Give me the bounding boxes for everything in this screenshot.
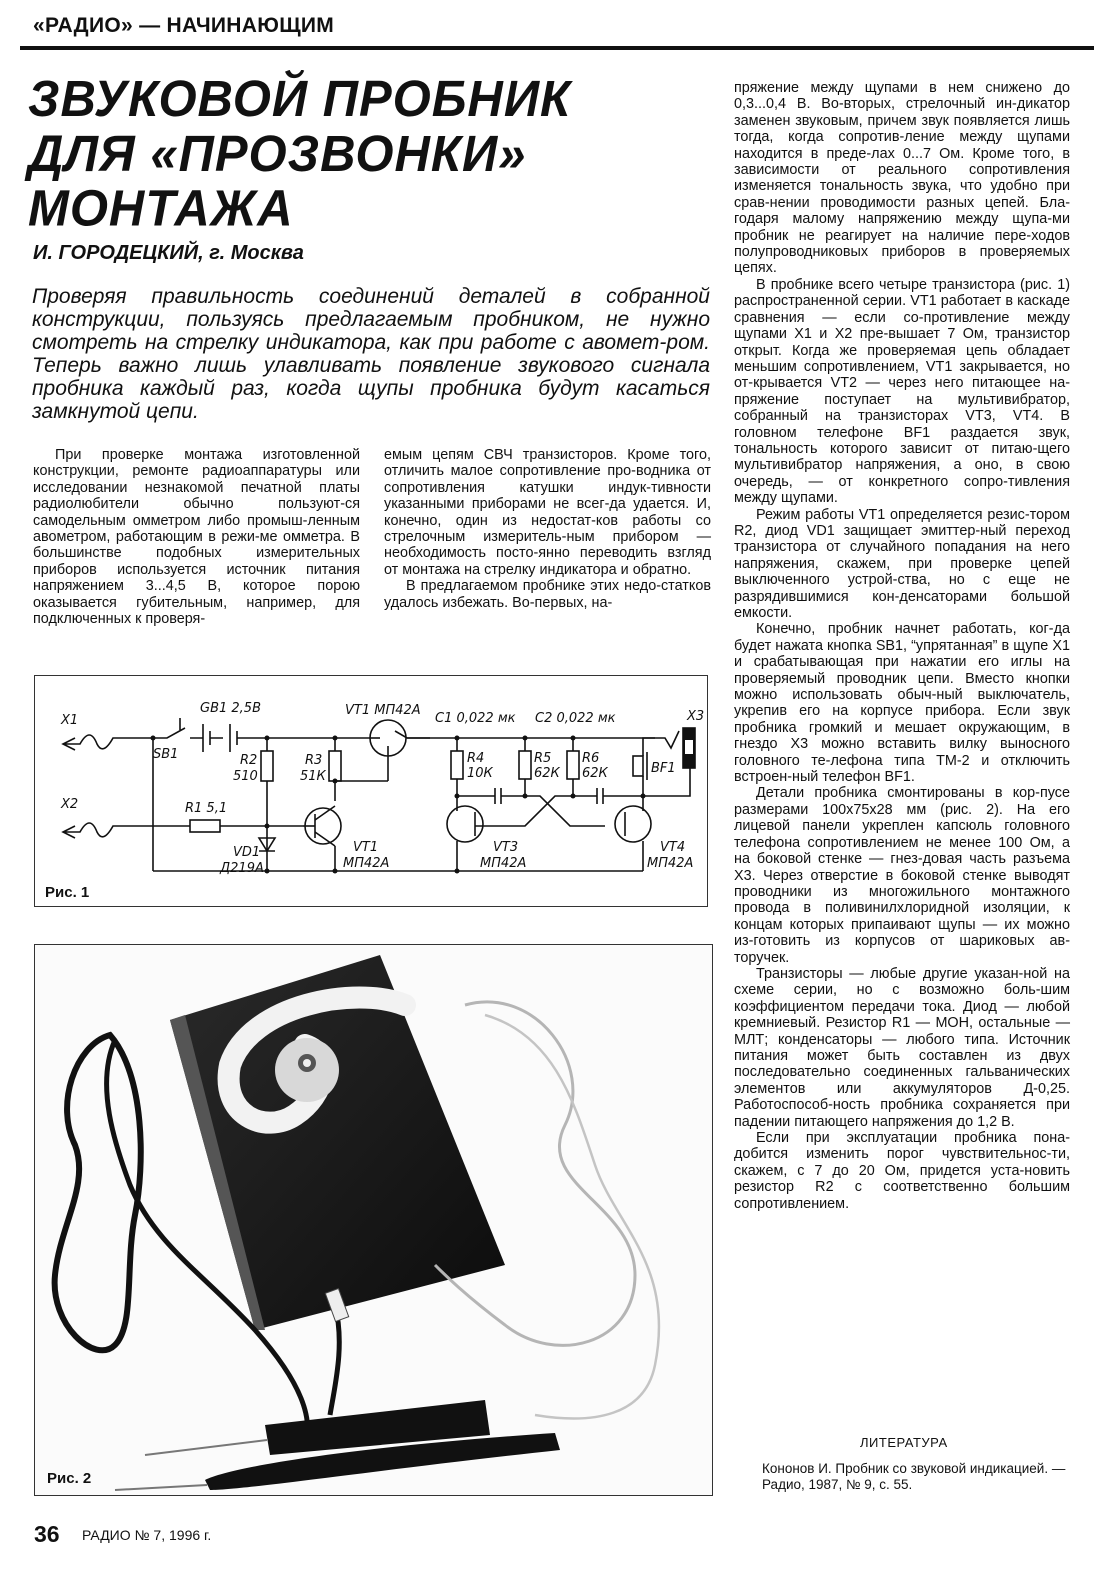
label-vd1-name: VD1 — [233, 845, 261, 860]
paragraph: При проверке монтажа изготовленной конструкции, ремонте радиоаппаратуры или исследовании незнакомой печатной платы радиолюбители обычно пользуют-ся самодельным омметром либо промыш-ленным авометром, работающим в режи-ме омметра. В большинстве подобных измерительных приборов используется источник питания напряжением 3...4,5 В, которое порою оказывается губительным, например, для подключенных к проверя- — [33, 447, 360, 628]
label-x1: X1 — [61, 713, 79, 728]
paragraph: Если при эксплуатации пробника пона-добится изменить порог чувствительнос-ти, скажем, с 7 до 20 Ом, придется уста-новить резистор R2 с соответственно большим сопротивлением. — [734, 1130, 1070, 1212]
label-sb1: SB1 — [153, 747, 179, 762]
label-c2: C2 0,022 мк — [535, 711, 616, 726]
paragraph: В пробнике всего четыре транзистора (рис. 1) распространенной серии. VT1 работает в каскаде сравнения — если со-противление между щупами X1 и X2 пре-вышает 7 Ом, транзистор открыт. Когда же проверяемая цепь обладает меньшим сопротивлением, VT1 закрывается, но от-крывается VT2 — через него питающее на-пряжение поступает на мультивибратор, собранный на транзисторах VT3, VT4. В головном телефоне BF1 раздается звук, тональность которого зависит от питаю-щего мультивибратор напряжения, а оно, в свою очередь, — от конкретного сопро-тивления между щупами. — [734, 276, 1070, 507]
body-column-3 — [734, 80, 1070, 1212]
label-vt3-name: VT3 — [493, 840, 519, 855]
section-label: «РАДИО» — НАЧИНАЮЩИМ — [33, 14, 335, 37]
circuit-diagram — [35, 676, 707, 906]
probe-device-photo — [35, 945, 712, 1495]
label-x2: X2 — [61, 797, 79, 812]
label-r5-value: 62К — [534, 766, 560, 781]
label-vt3-value: МП42А — [480, 856, 527, 871]
label-r3-value: 51К — [300, 769, 326, 784]
figure-2-photo — [34, 944, 713, 1496]
label-vt4-value: МП42А — [647, 856, 694, 871]
title-line-3: МОНТАЖА — [28, 180, 294, 237]
figure-2-caption: Рис. 2 — [47, 1470, 92, 1487]
title-line-1: ЗВУКОВОЙ ПРОБНИК — [28, 71, 572, 128]
label-r6-value: 62К — [582, 766, 608, 781]
article-title — [28, 72, 571, 236]
label-r5-name: R5 — [534, 751, 552, 766]
figure-1-caption: Рис. 1 — [45, 884, 90, 901]
label-vt4-name: VT4 — [660, 840, 686, 855]
paragraph: емым цепям СВЧ транзисторов. Кроме того, отличить малое сопротивление про-водника от сопротивления катушки индук-тивности указанными приборами не всег-да удается. И, конечно, один из недостат-ков работы со стрелочным измеритель-ным прибором — необходимость посто-янно переводить взгляд от монтажа на стрелку индикатора и обратно. — [384, 447, 711, 578]
paragraph: Режим работы VT1 определяется резис-тором R2, диод VD1 защищает эмиттер-ный переход транзистора от случайного попадания на него напряжения, скажем, при проверке цепей выключенного устрой-ства, но с еще не разрядившимися кон-денсаторами большой емкости. — [734, 506, 1070, 621]
label-vd1-value: Д219А — [220, 861, 264, 876]
lead-paragraph: Проверяя правильность соединений деталей в собранной конструкции, пользуясь предлагаемым пробником, не нужно смотреть на стрелку индикатора, как при работе с авомет-ром. Теперь важно лишь улавливать появление звукового сигнала пробника каждый раз, когда щупы пробника будут касаться замкнутой цепи. — [32, 285, 710, 423]
issue-info: РАДИО № 7, 1996 г. — [82, 1527, 212, 1543]
label-r3-name: R3 — [305, 753, 323, 768]
author-byline: И. ГОРОДЕЦКИЙ, г. Москва — [33, 242, 304, 264]
paragraph: Детали пробника смонтированы в кор-пусе размерами 100x75x28 мм (рис. 2). На его лицевой панели укреплен капсюль головного телефона сопротивлением не менее 100 Ом, а на боковой стенке — гнез-довая часть разъема X3. Через отверстие в боковой стенке выводят проводники из многожильного монтажного провода в поливинилхлоридной изоляции, к концам которых припаивают щупы — их можно из-готовить из корпусов от шариковых ав-торучек. — [734, 785, 1070, 966]
paragraph: Транзисторы — любые другие указан-ной на схеме серии, но с возможно боль-шим коэффициентом передачи тока. Диод — любой кремниевый. Резистор R1 — МОН, остальные — МЛТ; конденсаторы — любого типа. Источник питания может быть составлен из двух последовательно соединенных гальванических элементов или аккумуляторов Д-0,25. Работоспособ-ность пробника сохраняется при падении питающего напряжения до 1,2 В. — [734, 965, 1070, 1130]
label-r2-value: 510 — [233, 769, 258, 784]
label-vt1-top: VT1 МП42А — [345, 703, 421, 718]
label-vt1-name: VT1 — [353, 840, 379, 855]
top-rule-divider — [20, 46, 1094, 50]
label-r2-name: R2 — [240, 753, 258, 768]
paragraph: В предлагаемом пробнике этих недо-статков удалось избежать. Во-первых, на- — [384, 578, 711, 611]
label-vt1-value: МП42А — [343, 856, 390, 871]
literature-heading: ЛИТЕРАТУРА — [860, 1435, 948, 1450]
literature-reference: Кононов И. Пробник со звуковой индикацией. — Радио, 1987, № 9, с. 55. — [762, 1461, 1066, 1492]
paragraph: пряжение между щупами в нем снижено до 0,3...0,4 В. Во-вторых, стрелочный ин-дикатор заменен звуковым, причем звук появляется лишь тогда, когда сопротив-ление между щупами находится в преде-лах 0...7 Ом. Кроме того, в зависимости от реального сопротивления изменяется тональность звука, что удобно при срав-нении проводимости разных цепей. Бла-годаря малому напряжению между щупа-ми пробник не реагирует на наличие пере-ходов полупроводниковых приборов в проверяемых цепях. — [734, 80, 1070, 277]
figure-1-schematic — [34, 675, 708, 907]
label-r1: R1 5,1 — [185, 801, 228, 816]
label-r4-value: 10К — [467, 766, 493, 781]
label-c1: C1 0,022 мк — [435, 711, 516, 726]
label-r6-name: R6 — [582, 751, 600, 766]
label-r4-name: R4 — [467, 751, 485, 766]
body-column-2 — [384, 447, 711, 611]
body-column-1 — [33, 447, 360, 627]
label-gb1: GB1 2,5В — [200, 701, 261, 716]
label-bf1: BF1 — [651, 761, 676, 776]
paragraph: Конечно, пробник начнет работать, ког-да будет нажата кнопка SB1, “упрятанная” в щупе X1 и срабатывающая при нажатии его иглы на проверяемый проводник цепи. Вместо кнопки можно использовать обыч-ный выключатель, укрепив его на корпусе прибора. Если звук пробника громкий и мешает окружающим, в гнездо X3 можно вставить вилку выносного головного те-лефона типа ТМ-2 и отключить встроен-ный телефон BF1. — [734, 621, 1070, 786]
title-line-2: ДЛЯ «ПРОЗВОНКИ» — [28, 125, 527, 183]
label-x3: X3 — [687, 709, 705, 724]
page-number: 36 — [34, 1521, 60, 1547]
